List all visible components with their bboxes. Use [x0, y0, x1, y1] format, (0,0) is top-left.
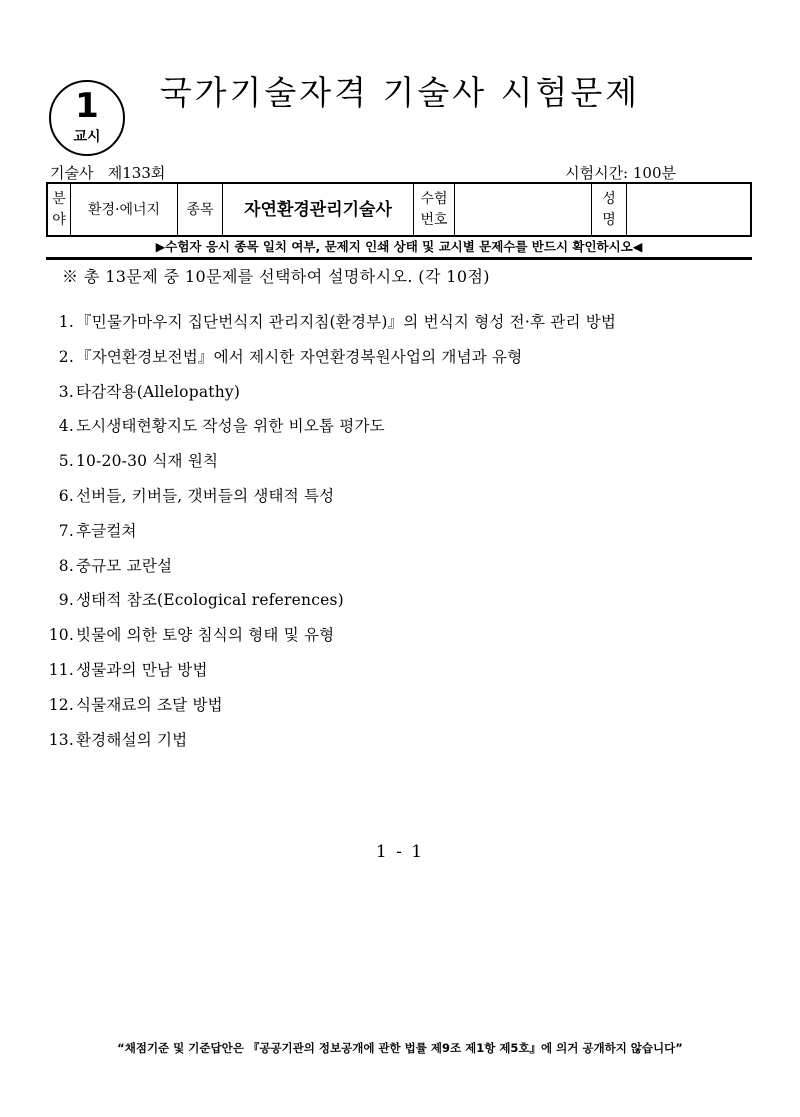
question-text: 『자연환경보전법』에서 제시한 자연환경복원사업의 개념과 유형 — [76, 347, 523, 366]
instruction: ※ 총 13문제 중 10문제를 선택하여 설명하시오. (각 10점) — [62, 267, 490, 286]
session-number: 1 — [75, 86, 99, 126]
list-item — [46, 411, 616, 446]
name-label: 성 명 — [592, 183, 627, 236]
field-value: 환경·에너지 — [71, 183, 178, 236]
question-number: 4. — [58, 417, 74, 436]
notice-bar: ▶수험자 응시 종목 일치 여부, 문제지 인쇄 상태 및 교시별 문제수를 반드시 확인하시오◀ — [155, 239, 643, 254]
divider — [46, 257, 752, 260]
question-number: 3. — [58, 382, 74, 401]
list-item — [46, 725, 616, 760]
question-number: 9. — [58, 591, 74, 610]
list-item — [46, 446, 616, 481]
question-number: 1. — [58, 313, 74, 331]
exam-round: 기술사 제133회 — [50, 164, 166, 182]
question-number: 8. — [58, 556, 74, 575]
list-item — [46, 585, 616, 620]
field-label: 분 야 — [47, 183, 71, 236]
category-label: 종목 — [178, 183, 223, 236]
list-item — [46, 307, 616, 342]
question-number: 2. — [58, 347, 74, 366]
list-item — [46, 551, 616, 586]
question-text: 10-20-30 식재 원칙 — [76, 452, 219, 471]
list-item — [46, 690, 616, 725]
question-text: 도시생태현황지도 작성을 위한 비오톱 평가도 — [76, 417, 385, 436]
exam-info-table — [46, 182, 752, 237]
list-item — [46, 516, 616, 551]
footer-note: “채점기준 및 기준답안은 『공공기관의 정보공개에 관한 법률 제9조 제1항 제5호』에 의거 공개하지 않습니다” — [117, 1041, 683, 1055]
question-text: 환경해설의 기법 — [76, 730, 188, 749]
question-number: 7. — [58, 521, 74, 540]
list-item — [46, 655, 616, 690]
list-item — [46, 481, 616, 516]
question-text: 빗물에 의한 토양 침식의 형태 및 유형 — [76, 626, 335, 645]
question-number: 12. — [48, 695, 74, 714]
page-title: 국가기술자격 기술사 시험문제 — [159, 73, 641, 112]
question-number: 13. — [48, 730, 74, 749]
question-number: 10. — [48, 626, 74, 645]
session-badge — [49, 80, 125, 156]
session-label: 교시 — [73, 129, 101, 145]
exam-time: 시험시간: 100분 — [565, 164, 676, 182]
category-value: 자연환경관리기술사 — [223, 183, 414, 236]
question-text: 후글컬쳐 — [76, 521, 137, 540]
question-text: 생물과의 만남 방법 — [76, 660, 208, 679]
exam-number-label: 수험 번호 — [414, 183, 455, 236]
list-item — [46, 342, 616, 377]
question-number: 5. — [58, 452, 74, 471]
exam-number-field[interactable] — [455, 183, 592, 236]
question-number: 6. — [58, 486, 74, 505]
question-text: 식물재료의 조달 방법 — [76, 695, 223, 714]
list-item — [46, 620, 616, 655]
question-number: 11. — [48, 660, 74, 679]
list-item — [46, 377, 616, 412]
question-text: 『민물가마우지 집단번식지 관리지침(환경부)』의 번식지 형성 전·후 관리 방법 — [76, 313, 617, 331]
question-list — [46, 307, 616, 759]
question-text: 타감작용(Allelopathy) — [76, 382, 241, 401]
page-number: 1 - 1 — [375, 842, 425, 862]
name-field[interactable] — [627, 183, 752, 236]
question-text: 중규모 교란설 — [76, 556, 173, 575]
question-text: 선버들, 키버들, 갯버들의 생태적 특성 — [76, 486, 335, 505]
question-text: 생태적 참조(Ecological references) — [76, 591, 344, 610]
